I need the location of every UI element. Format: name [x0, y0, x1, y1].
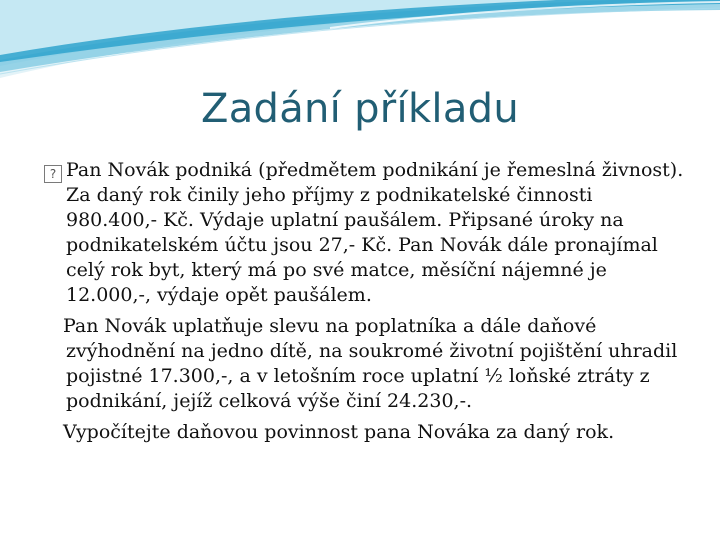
paragraph-task-text: Vypočítejte daňovou povinnost pana Nováka za daný rok. [63, 421, 615, 443]
decorative-wave-banner [0, 0, 720, 90]
paragraph-task [44, 420, 684, 445]
slide-title: Zadání příkladu [201, 86, 519, 132]
paragraph-assignment [44, 158, 684, 308]
wave-highlight-line [330, 2, 720, 28]
bullet-unknown-glyph-icon: ? [44, 165, 62, 183]
wave-layer-light [0, 0, 720, 78]
slide-body [44, 158, 684, 451]
wave-stripe-mid [0, 0, 720, 72]
paragraph-assignment-text: Pan Novák podniká (předmětem podnikání je řemeslná živnost). Za daný rok činily jeho příjmy z podnikatelské činnosti 980.400,- Kč. Výdaje uplatní paušálem. Připsané úroky na podnikatelském účtu jsou 27,- Kč. Pan Novák dále pronajímal celý rok byt, který má po své matce, měsíční nájemné je 12.000,-, výdaje opět paušálem. [66, 159, 684, 306]
wave-stripe-dark [0, 0, 720, 62]
wave-thin-line [0, 8, 720, 74]
wave-layer-pale [0, 0, 720, 66]
paragraph-deductions-text: Pan Novák uplatňuje slevu na poplatníka a dále daňové zvýhodnění na jedno dítě, na soukromé životní pojištění uhradil pojistné 17.300,-, a v letošním roce uplatní ½ loňské ztráty z podnikání, jejíž celková výše činí 24.230,-. [63, 315, 678, 412]
paragraph-deductions [44, 314, 684, 414]
